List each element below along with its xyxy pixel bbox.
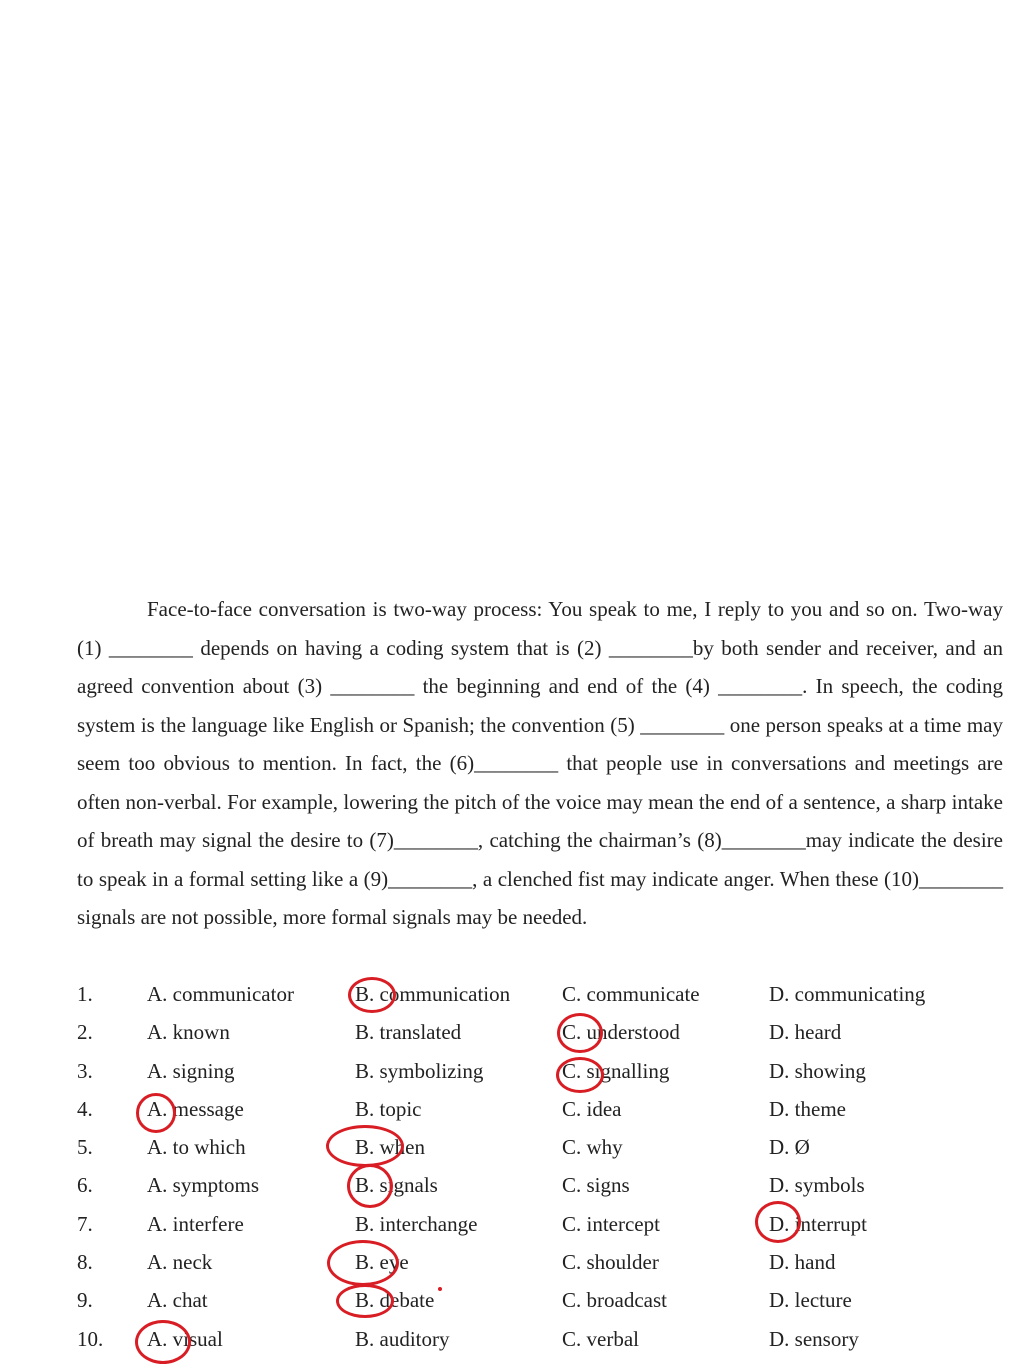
option-a[interactable]: A. communicator: [147, 982, 294, 1006]
option-d[interactable]: D. sensory: [769, 1326, 859, 1351]
option-a[interactable]: A. symptoms: [147, 1173, 260, 1198]
question-row: [77, 1128, 1017, 1166]
option-b[interactable]: B. debate: [355, 1288, 435, 1313]
option-b[interactable]: B. topic: [355, 1096, 422, 1121]
option-d[interactable]: D. theme: [769, 1096, 846, 1121]
question-row: [77, 1243, 1017, 1281]
question-number: 8.: [77, 1250, 93, 1275]
option-d[interactable]: D. showing: [769, 1058, 866, 1083]
question-row: [77, 1090, 1017, 1128]
option-b[interactable]: B. signals: [355, 1173, 438, 1198]
option-b[interactable]: B. auditory: [355, 1326, 450, 1351]
option-a[interactable]: A. interfere: [147, 1211, 244, 1236]
option-c[interactable]: C. intercept: [562, 1211, 660, 1236]
question-row: [77, 1052, 1017, 1090]
question-row: [77, 1281, 1017, 1319]
option-a[interactable]: A. chat: [147, 1288, 208, 1313]
option-d[interactable]: D. interrupt: [769, 1211, 867, 1236]
option-d[interactable]: D. communicating: [769, 982, 926, 1006]
option-c[interactable]: C. signs: [562, 1173, 630, 1198]
option-a[interactable]: A. visual: [147, 1326, 223, 1351]
option-c[interactable]: C. signalling: [562, 1058, 670, 1083]
question-number: 1.: [77, 982, 93, 1006]
question-row: [77, 1166, 1017, 1204]
question-row: [77, 1013, 1017, 1051]
question-number: 5.: [77, 1135, 93, 1160]
option-b[interactable]: B. symbolizing: [355, 1058, 484, 1083]
question-row: [77, 1320, 1017, 1358]
option-a[interactable]: A. to which: [147, 1135, 246, 1160]
question-number: 7.: [77, 1211, 93, 1236]
option-b[interactable]: B. interchange: [355, 1211, 478, 1236]
option-a[interactable]: A. message: [147, 1096, 244, 1121]
option-c[interactable]: C. broadcast: [562, 1288, 667, 1313]
option-b[interactable]: B. when: [355, 1135, 425, 1160]
question-number: 2.: [77, 1020, 93, 1045]
option-d[interactable]: D. lecture: [769, 1288, 852, 1313]
option-c[interactable]: C. shoulder: [562, 1250, 659, 1275]
reading-passage: Face-to-face conversation is two-way process: You speak to me, I reply to you and so on. Two-way (1) ________ depends on having a coding system that is (2) ________by both sender and receiver, and an agreed convention about (3) ________ the beginning and end of the (4) ________. In speech, the coding system is the language like English or Spanish; the convention (5) ________ one person speaks at a time may seem too obvious to mention. In fact, the (6)________ that people use in conversations and meetings are often non-verbal. For example, lowering the pitch of the voice may mean the end of a sentence, a sharp intake of breath may signal the desire to (7)________, catching the chairman’s (8)________may indicate the desire to speak in a formal setting like a (9)________, a clenched fist may indicate anger. When these (10)________ signals are not possible, more formal signals may be needed.: [77, 597, 1003, 929]
option-d[interactable]: D. heard: [769, 1020, 842, 1045]
option-c[interactable]: C. idea: [562, 1096, 622, 1121]
option-c[interactable]: C. understood: [562, 1020, 680, 1045]
question-row: [77, 975, 1017, 1013]
option-d[interactable]: D. symbols: [769, 1173, 865, 1198]
answer-options: [77, 975, 1017, 1358]
option-c[interactable]: C. communicate: [562, 982, 700, 1006]
option-a[interactable]: A. neck: [147, 1250, 213, 1275]
option-d[interactable]: D. hand: [769, 1250, 836, 1275]
option-b[interactable]: B. eye: [355, 1250, 409, 1275]
question-number: 3.: [77, 1058, 93, 1083]
question-number: 10.: [77, 1326, 104, 1351]
option-a[interactable]: A. known: [147, 1020, 230, 1045]
option-d[interactable]: D. Ø: [769, 1135, 810, 1160]
question-number: 6.: [77, 1173, 93, 1198]
option-c[interactable]: C. verbal: [562, 1326, 639, 1351]
option-a[interactable]: A. signing: [147, 1058, 235, 1083]
question-row: [77, 1205, 1017, 1243]
option-b[interactable]: B. translated: [355, 1020, 462, 1045]
option-c[interactable]: C. why: [562, 1135, 623, 1160]
option-b[interactable]: B. communication: [355, 982, 511, 1006]
question-number: 4.: [77, 1096, 93, 1121]
question-number: 9.: [77, 1288, 93, 1313]
ink-dot: [438, 1287, 442, 1291]
